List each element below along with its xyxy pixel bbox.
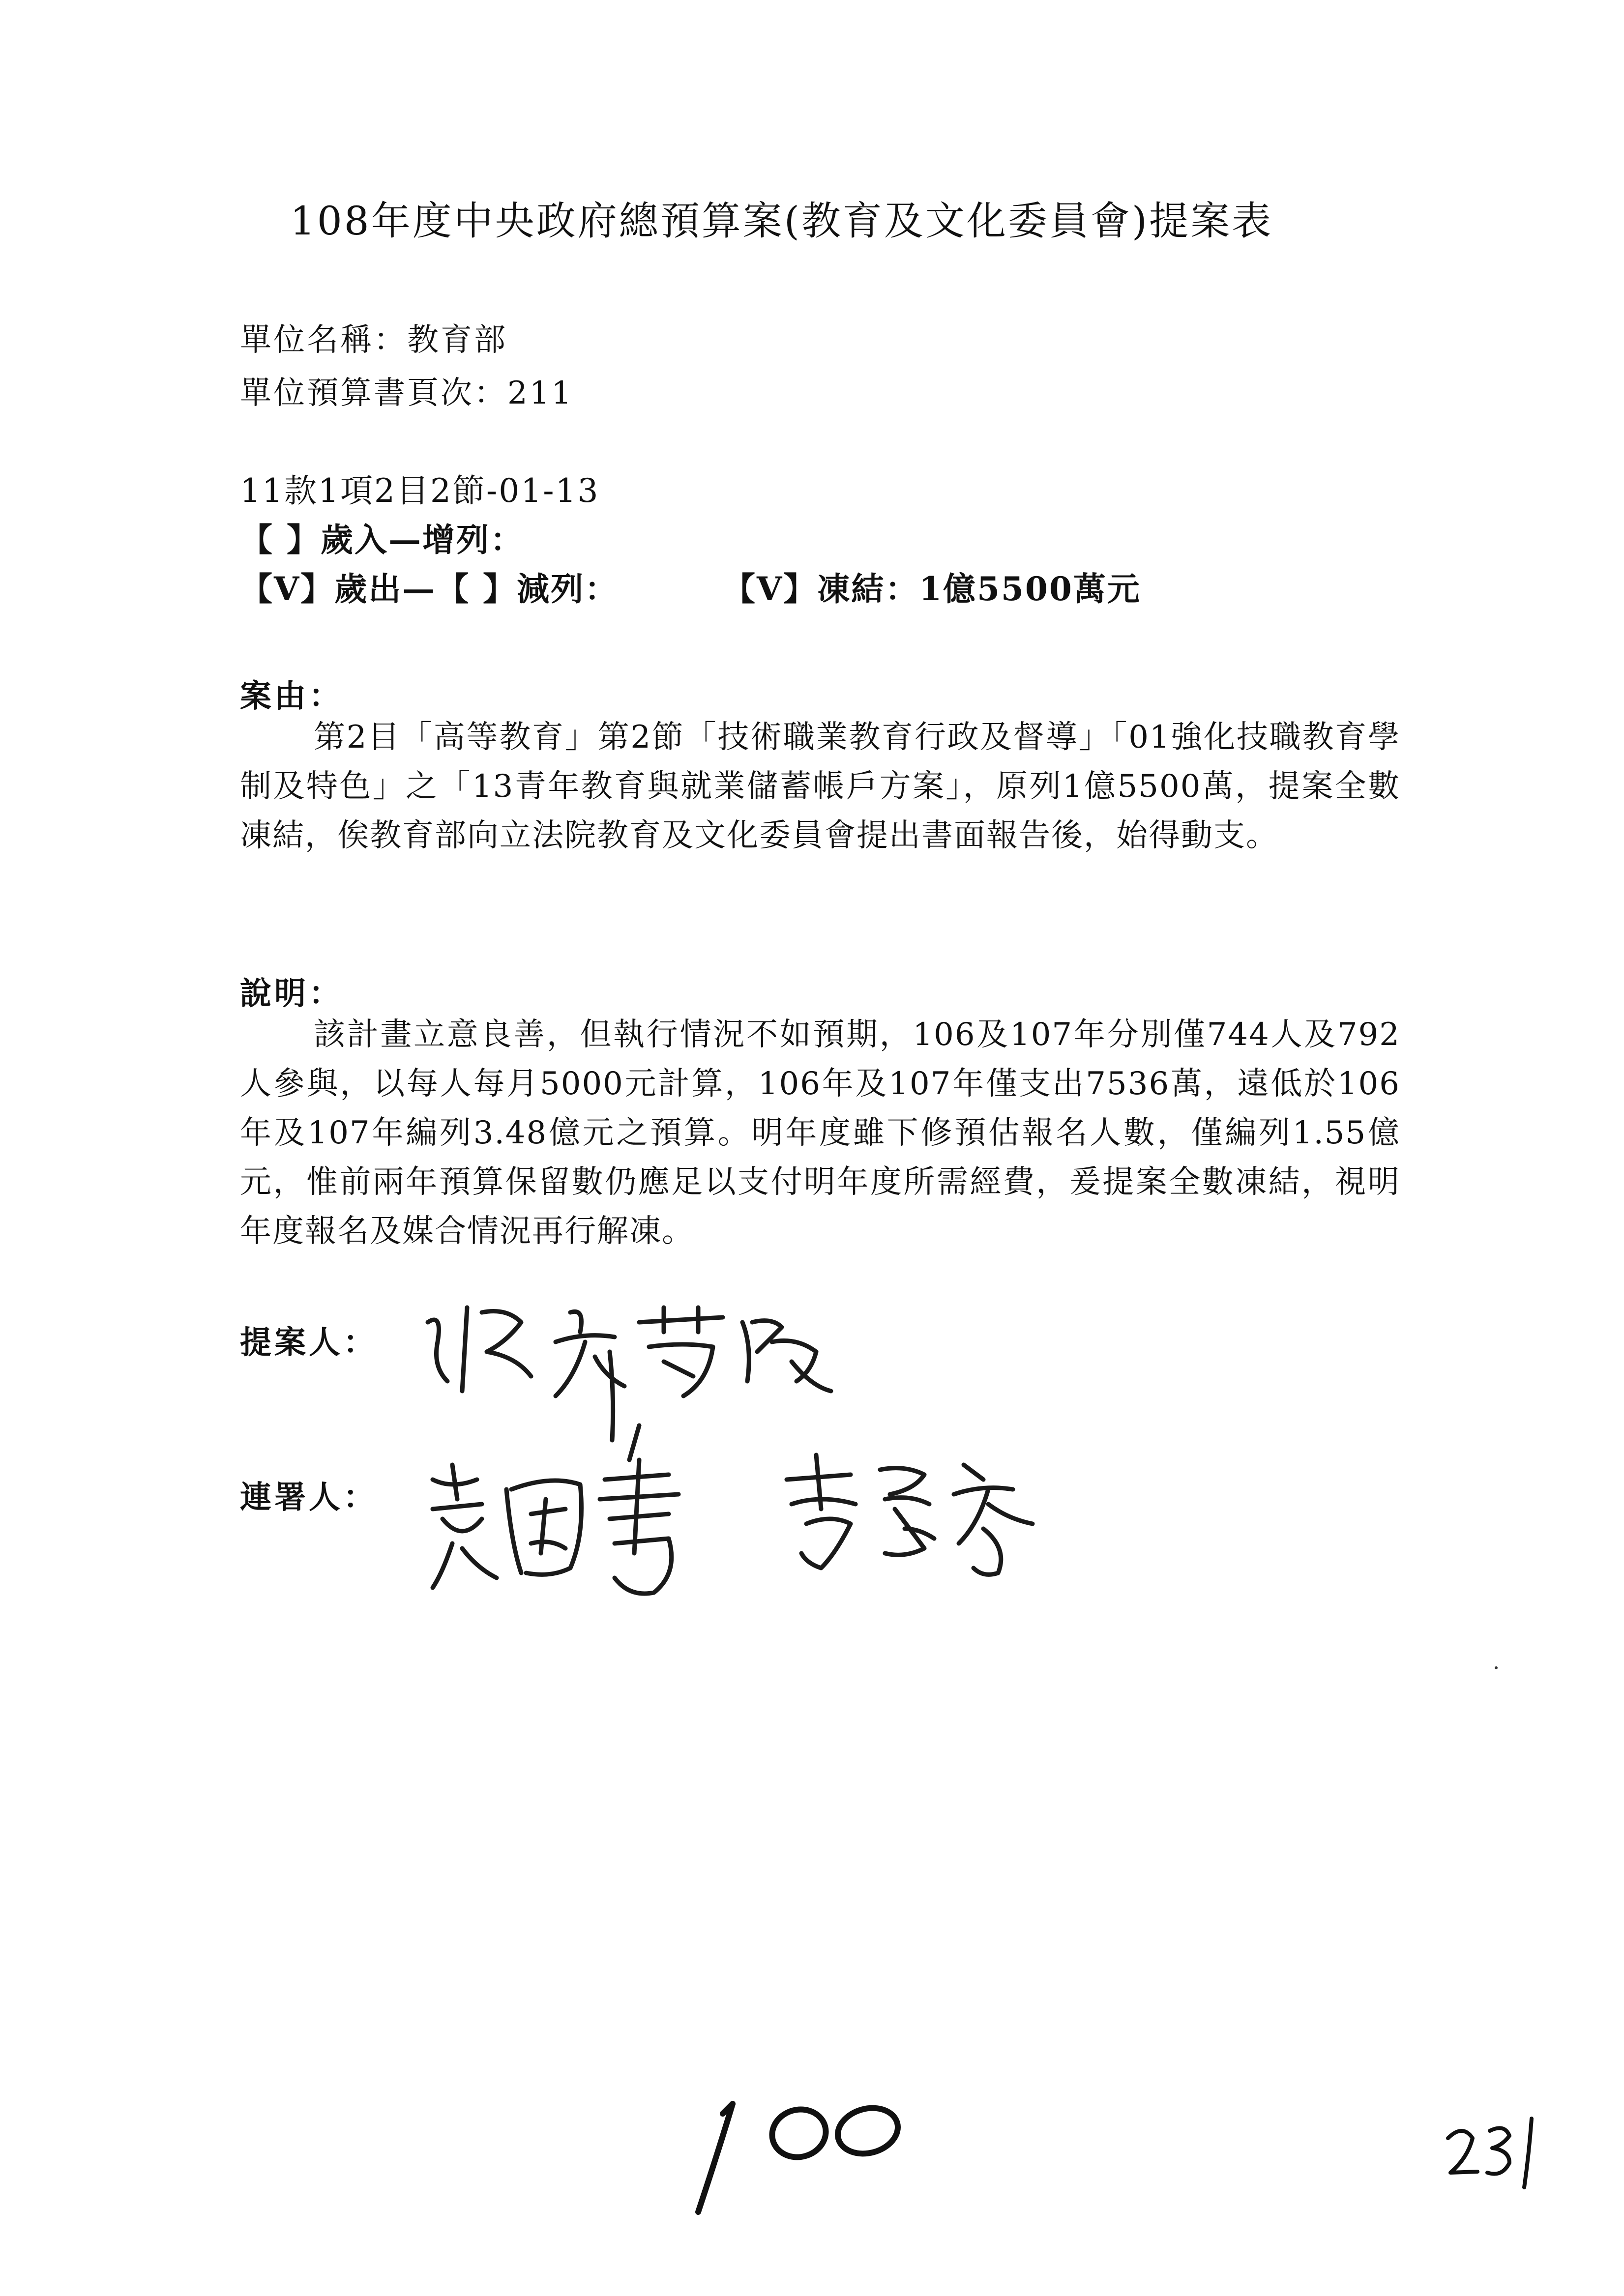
explanation-heading: 說明： — [240, 975, 343, 1012]
cosigner-signature-1 — [423, 1445, 728, 1612]
reason-heading: 案由： — [240, 678, 343, 715]
page-title: 108年度中央政府總預算案(教育及文化委員會)提案表 — [290, 198, 1273, 244]
explanation-text: 該計畫立意良善，但執行情況不如預期，106及107年分別僅744人及792人參與，以每人每月5000元計算，106年及107年僅支出7536萬，遠低於106年及107年編列3.48億元之預算。明年度雖下修預估報名人數，僅編列1.55億元，惟前兩年預算保留數仍應足以支付明年度所需經費，爰提案全數凍結，視明年度報名及媒合情況再行解凍。 — [240, 1017, 1400, 1250]
expenditure-line: 【V】歲出—【 】減列： — [240, 570, 619, 608]
handwritten-number — [674, 2094, 910, 2222]
unit-name: 單位名稱：教育部 — [240, 322, 507, 358]
proposer-label: 提案人： — [240, 1324, 378, 1361]
unit-budget-page: 單位預算書頁次：211 — [240, 375, 574, 411]
reason-text: 第2目「高等教育」第2節「技術職業教育行政及督導」「01強化技職教育學制及特色」之「13青年教育與就業儲蓄帳戶方案」，原列1億5500萬，提案全數凍結，俟教育部向立法院教育及文化委員會提出書面報告後，始得動支。 — [240, 719, 1400, 854]
page-number — [1441, 2114, 1549, 2197]
budget-code: 11款1項2目2節-01-13 — [240, 472, 600, 510]
cosigner-signature-2 — [777, 1440, 1052, 1588]
proposer-signature — [408, 1278, 851, 1445]
cosigner-label: 連署人： — [240, 1479, 378, 1516]
revenue-line: 【 】歲入—增列： — [240, 521, 524, 559]
freeze-line: 【V】凍結：1億5500萬元 — [723, 570, 1141, 608]
scan-dot — [1495, 1666, 1498, 1669]
